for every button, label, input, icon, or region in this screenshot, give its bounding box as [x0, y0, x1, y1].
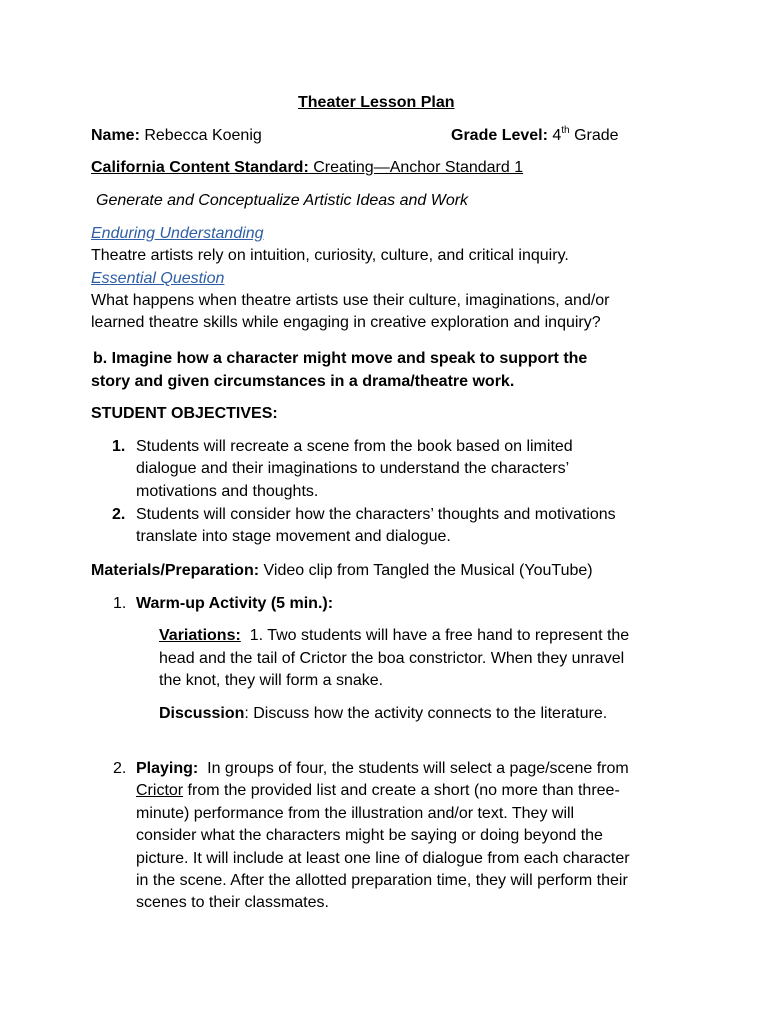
enduring-understanding-heading: Enduring Understanding: [91, 225, 264, 242]
activity-2-line: in the scene. After the allotted preparation time, they will perform their: [136, 872, 628, 889]
variations-text: 1. Two students will have a free hand to represent the: [240, 627, 630, 644]
materials-value: Video clip from Tangled the Musical (YouTube): [259, 562, 593, 579]
standard-subtitle: Generate and Conceptualize Artistic Ideas and Work: [96, 192, 469, 209]
objective-line: Students will recreate a scene from the book based on limited: [136, 438, 573, 455]
materials-line: [91, 562, 593, 580]
student-objectives-heading: STUDENT OBJECTIVES:: [91, 405, 278, 422]
grade-word: Grade: [569, 127, 619, 144]
essential-question-line-2: learned theatre skills while engaging in creative exploration and inquiry?: [91, 314, 601, 331]
variations-line-1: [159, 627, 629, 645]
grade-line: [451, 124, 619, 145]
book-title: Crictor: [136, 782, 184, 799]
content-standard-line: [91, 159, 523, 177]
grade-suffix: th: [561, 124, 570, 136]
variations-line-3: the knot, they will form a snake.: [159, 672, 384, 689]
objective-line: motivations and thoughts.: [136, 483, 319, 500]
activity-number: 2.: [113, 760, 127, 777]
discussion-label: Discussion: [159, 705, 245, 722]
activity-title: Warm-up Activity (5 min.):: [136, 595, 334, 612]
grade-number: 4: [547, 127, 562, 144]
name-line: [91, 127, 262, 145]
materials-label: Materials/Preparation:: [91, 562, 260, 579]
essential-question-heading: Essential Question: [91, 270, 225, 287]
objective-number: 1.: [112, 438, 126, 455]
activity-2-line: consider what the characters might be saying or doing beyond the: [136, 827, 603, 844]
activity-2-text: In groups of four, the students will select a page/scene from: [198, 760, 629, 777]
variations-label: Variations:: [159, 627, 241, 644]
content-standard-value: Creating—Anchor Standard 1: [308, 159, 524, 176]
grade-label: Grade Level:: [451, 127, 548, 144]
objective-number: 2.: [112, 506, 126, 523]
name-value: Rebecca Koenig: [139, 127, 262, 144]
activity-2-line-2: [136, 782, 620, 800]
activity-2-text: from the provided list and create a short (no more than three-: [183, 782, 620, 799]
content-standard-label: California Content Standard:: [91, 159, 309, 176]
activity-2-line: picture. It will include at least one line of dialogue from each character: [136, 850, 630, 867]
variations-line-2: head and the tail of Crictor the boa constrictor. When they unravel: [159, 650, 625, 667]
standard-b-line-1: b. Imagine how a character might move and speak to support the: [93, 350, 588, 367]
name-label: Name:: [91, 127, 140, 144]
activity-number: 1.: [113, 595, 127, 612]
activity-2-line: minute) performance from the illustration and/or text. They will: [136, 805, 575, 822]
activity-2-line-1: [136, 760, 629, 778]
objective-line: dialogue and their imaginations to understand the characters’: [136, 460, 570, 477]
objective-line: Students will consider how the characters’ thoughts and motivations: [136, 506, 616, 523]
activity-title: Playing:: [136, 760, 199, 777]
essential-question-line-1: What happens when theatre artists use their culture, imaginations, and/or: [91, 292, 610, 309]
activity-2-line: scenes to their classmates.: [136, 894, 329, 911]
discussion-line: [159, 705, 607, 723]
objective-line: translate into stage movement and dialogue.: [136, 528, 451, 545]
page-title: Theater Lesson Plan: [298, 94, 455, 111]
discussion-value: : Discuss how the activity connects to the literature.: [244, 705, 608, 722]
enduring-understanding-text: Theatre artists rely on intuition, curiosity, culture, and critical inquiry.: [91, 247, 569, 264]
standard-b-line-2: story and given circumstances in a drama/theatre work.: [91, 373, 515, 390]
